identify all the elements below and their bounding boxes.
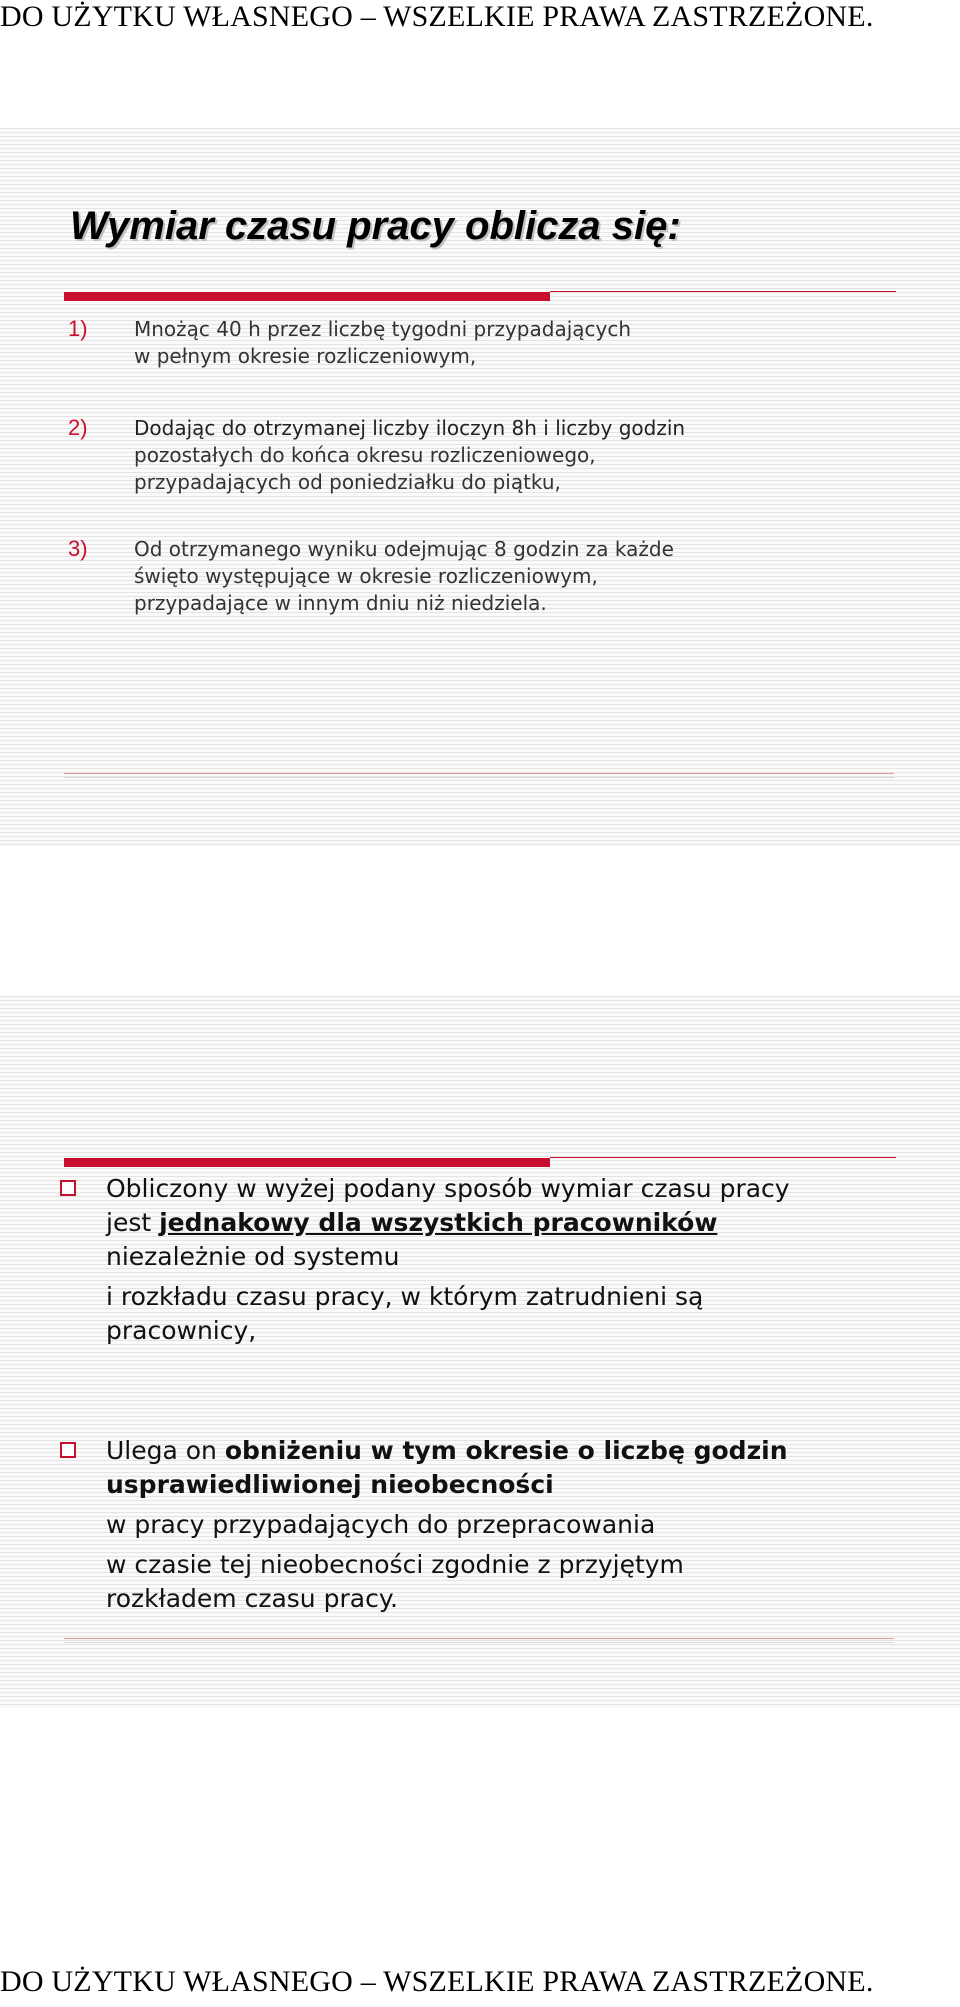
text-line: pracownicy,: [106, 1316, 257, 1345]
list-item-text: [134, 536, 914, 617]
text-line: święto występujące w okresie rozliczeniowym,: [134, 564, 598, 588]
text-line: niezależnie od systemu: [106, 1242, 400, 1271]
slide-2: [0, 996, 960, 1708]
text-fragment: Ulega on: [106, 1436, 225, 1465]
footer-line: [64, 1642, 894, 1643]
text-line: pozostałych do końca okresu rozliczeniowego,: [134, 443, 596, 467]
emphasized-text: usprawiedliwionej nieobecności: [106, 1470, 554, 1499]
text-line: Dodając do otrzymanej liczby iloczyn 8h i liczby godzin: [134, 416, 686, 440]
list-marker: 2): [68, 415, 88, 440]
title-accent-line: [550, 1157, 896, 1158]
text-fragment: jest: [106, 1208, 160, 1237]
bullet-text: [106, 1172, 926, 1348]
watermark-top: DO UŻYTKU WŁASNEGO – WSZELKIE PRAWA ZASTRZEŻONE.: [0, 0, 874, 33]
text-line: Obliczony w wyżej podany sposób wymiar czasu pracy: [106, 1174, 790, 1203]
text-line: rozkładem czasu pracy.: [106, 1584, 398, 1613]
emphasized-text: jednakowy dla wszystkich pracowników: [159, 1208, 718, 1237]
list-item-text: [134, 316, 914, 370]
text-line: i rozkładu czasu pracy, w którym zatrudnieni są: [106, 1282, 704, 1311]
text-line: Mnożąc 40 h przez liczbę tygodni przypadających: [134, 317, 632, 341]
emphasized-text: obniżeniu w tym okresie o liczbę godzin: [224, 1436, 788, 1465]
text-line: Od otrzymanego wyniku odejmując 8 godzin za każde: [134, 537, 674, 561]
list-marker: 3): [68, 536, 88, 561]
footer-line: [64, 773, 894, 774]
slide-1: [0, 128, 960, 846]
title-accent-line: [550, 291, 896, 292]
text-line: przypadających od poniedziałku do piątku,: [134, 470, 561, 494]
text-line: [106, 1206, 926, 1240]
text-line: [106, 1434, 926, 1468]
square-bullet-icon: [60, 1442, 76, 1458]
list-marker: 1): [68, 316, 88, 341]
watermark-bottom: DO UŻYTKU WŁASNEGO – WSZELKIE PRAWA ZASTRZEŻONE.: [0, 1965, 874, 1998]
footer-line: [64, 1638, 894, 1639]
text-line: w czasie tej nieobecności zgodnie z przyjętym: [106, 1550, 684, 1579]
text-line: przypadające w innym dniu niż niedziela.: [134, 591, 547, 615]
square-bullet-icon: [60, 1180, 76, 1196]
slide-title: Wymiar czasu pracy oblicza się:: [70, 204, 681, 248]
text-line: w pracy przypadających do przepracowania: [106, 1510, 656, 1539]
title-accent-bar: [64, 1158, 550, 1167]
list-item-text: [134, 415, 914, 496]
bullet-text: [106, 1434, 926, 1616]
footer-line: [64, 777, 894, 778]
text-line: w pełnym okresie rozliczeniowym,: [134, 344, 477, 368]
title-accent-bar: [64, 292, 550, 301]
